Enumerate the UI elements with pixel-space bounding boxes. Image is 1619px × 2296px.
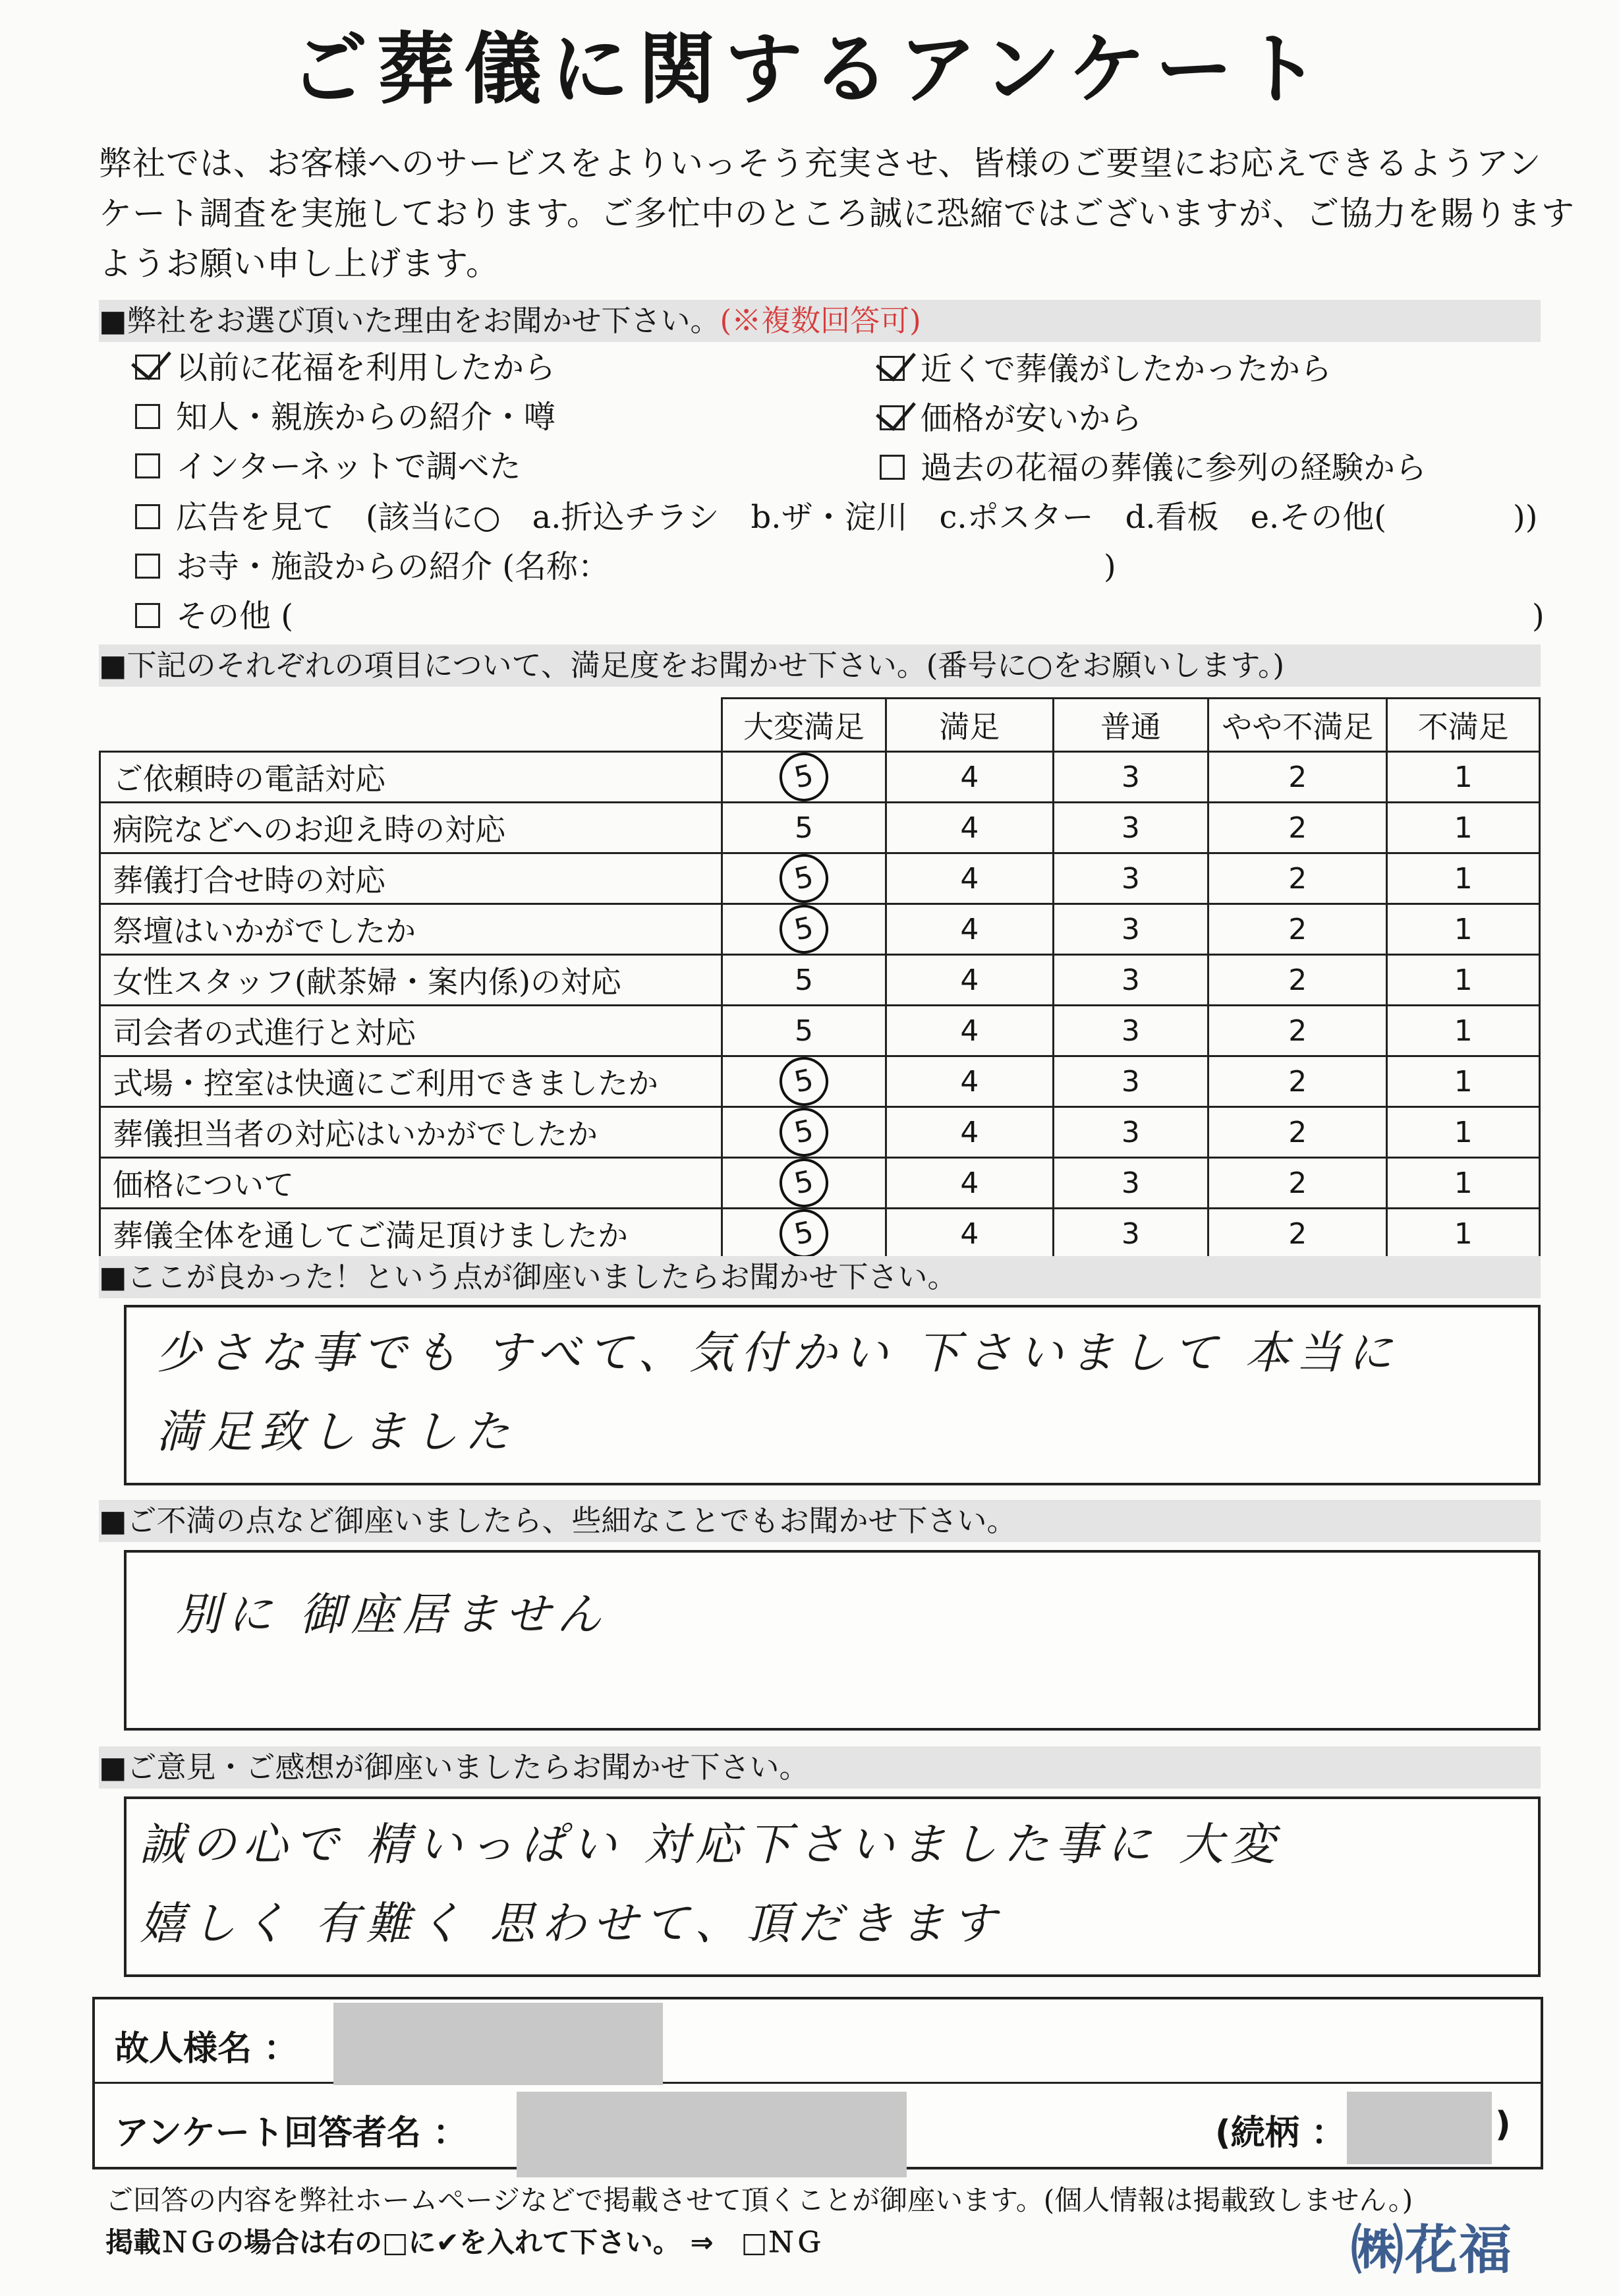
reason-option-past-attendance[interactable]: [880, 448, 1427, 488]
option-label: 価格が安いから: [921, 400, 1143, 437]
column-header: 大変満足: [722, 699, 886, 752]
intro-paragraph: [99, 138, 1575, 289]
reason-option-internet[interactable]: [135, 447, 521, 486]
intro-line: ようお願い申し上げます。: [99, 244, 499, 283]
satisfaction-table: [99, 697, 1541, 1260]
score-value: 4: [960, 811, 979, 845]
score-value: 4: [960, 1014, 979, 1048]
score-option[interactable]: [1208, 1006, 1387, 1056]
score-value: 2: [1288, 811, 1307, 845]
score-option[interactable]: [1053, 803, 1208, 853]
score-value: 2: [1288, 760, 1307, 794]
handwritten-line: 少さな事でも すべて、気付かい 下さいまして 本当に: [156, 1327, 1400, 1379]
survey-item-label: ご依頼時の電話対応: [100, 752, 722, 803]
redacted-deceased-name: [333, 2003, 663, 2085]
score-value: 4: [960, 1064, 979, 1099]
score-value: 3: [1121, 912, 1140, 946]
score-option[interactable]: [1387, 1158, 1540, 1209]
score-value: 2: [1288, 963, 1307, 997]
section-heading-text: ■ご意見・ご感想が御座いましたらお聞かせ下さい。: [99, 1750, 809, 1785]
score-option[interactable]: [722, 853, 886, 904]
option-label: その他 (: [176, 598, 293, 635]
score-value: 1: [1454, 861, 1473, 896]
score-value: 4: [960, 963, 979, 997]
good-points-answer-box[interactable]: [124, 1305, 1541, 1485]
table-header-row: [100, 699, 1540, 752]
survey-item-label: 式場・控室は快適にご利用できましたか: [100, 1056, 722, 1107]
option-label: 過去の花福の葬儀に参列の経験から: [921, 449, 1427, 486]
checkbox[interactable]: [135, 603, 160, 628]
deceased-name-label: 故人様名 ：: [115, 2029, 298, 2069]
circled-score: 5: [775, 748, 833, 806]
section-heading-satisfaction: [99, 645, 1541, 687]
score-option[interactable]: [722, 1107, 886, 1158]
score-option[interactable]: [886, 1107, 1053, 1158]
score-value: 1: [1454, 1166, 1473, 1200]
reason-option-other[interactable]: [135, 596, 293, 636]
score-option[interactable]: [886, 1056, 1053, 1107]
score-value: 3: [1121, 1014, 1140, 1048]
reason-option-advertisement[interactable]: [135, 498, 1537, 537]
section-heading-text: ■ご不満の点など御座いましたら、些細なことでもお聞かせ下さい。: [99, 1503, 1017, 1538]
score-option[interactable]: [886, 803, 1053, 853]
option-label: 近くで葬儀がしたかったから: [921, 351, 1332, 387]
option-label: 広告を見て (該当に○ a.折込チラシ b.ザ・淀川 c.ポスター d.看板 e.その他( )): [176, 499, 1538, 536]
ng-checkbox-instruction[interactable]: 掲載ＮＧの場合は右の□に✔を入れて下さい。 ⇒ □ＮＧ: [105, 2226, 823, 2258]
score-value: 3: [1121, 760, 1140, 794]
temple-close-paren: ): [1104, 548, 1116, 585]
score-value: 2: [1288, 1115, 1307, 1149]
score-value: 1: [1454, 1115, 1473, 1149]
score-value: 1: [1454, 760, 1473, 794]
score-value: 3: [1121, 1115, 1140, 1149]
checkbox[interactable]: [135, 554, 160, 579]
score-option[interactable]: [1053, 853, 1208, 904]
table-row: [100, 1056, 1540, 1107]
other-close-paren: ): [1532, 598, 1545, 635]
handwritten-line: 別に 御座居ません: [176, 1589, 608, 1641]
score-option[interactable]: [1208, 955, 1387, 1006]
score-option[interactable]: [886, 1209, 1053, 1259]
checkbox-checked[interactable]: [135, 355, 160, 380]
multi-answer-note: (※複数回答可): [720, 303, 921, 338]
reason-option-price[interactable]: [880, 399, 1142, 438]
score-option[interactable]: [722, 803, 886, 853]
score-value: 5: [794, 1014, 813, 1048]
score-value: 4: [960, 1166, 979, 1200]
checkbox-checked[interactable]: [880, 356, 905, 381]
header-blank: [100, 699, 722, 752]
page-title: ご葬儀に関するアンケート: [290, 24, 1329, 115]
table-row: [100, 1158, 1540, 1209]
option-label: インターネットで調べた: [176, 448, 521, 485]
column-header: 満足: [886, 699, 1053, 752]
score-value: 2: [1288, 1014, 1307, 1048]
option-label: お寺・施設からの紹介 (名称：: [176, 548, 610, 585]
table-row: [100, 752, 1540, 803]
table-row: [100, 955, 1540, 1006]
intro-line: ケート調査を実施しております。ご多忙中のところ誠に恐縮ではございますが、ご協力を賜ります: [99, 194, 1575, 233]
respondent-info-box: [92, 1997, 1543, 2169]
score-value: 2: [1288, 1064, 1307, 1099]
company-logo: ㈱花福: [1351, 2220, 1513, 2281]
score-value: 5: [794, 811, 813, 845]
reason-option-nearby[interactable]: [880, 349, 1332, 389]
score-option[interactable]: [1387, 955, 1540, 1006]
score-option[interactable]: [886, 1158, 1053, 1209]
score-option[interactable]: [722, 955, 886, 1006]
score-option[interactable]: [722, 904, 886, 955]
score-option[interactable]: [1208, 1107, 1387, 1158]
score-value: 1: [1454, 1064, 1473, 1099]
handwritten-answer: [176, 1576, 608, 1655]
score-option[interactable]: [1387, 1107, 1540, 1158]
score-option[interactable]: [1208, 803, 1387, 853]
score-value: 1: [1454, 963, 1473, 997]
score-option[interactable]: [1208, 1209, 1387, 1259]
score-value: 4: [960, 1217, 979, 1251]
handwritten-answer: [140, 1806, 1282, 1964]
score-option[interactable]: [1387, 752, 1540, 803]
table-row: [100, 803, 1540, 853]
info-divider: [95, 2082, 1541, 2084]
circled-score: 5: [775, 1205, 833, 1263]
handwritten-line: 誠の心で 精いっぱい 対応下さいました事に 大変: [140, 1819, 1282, 1871]
score-value: 2: [1288, 861, 1307, 896]
circled-score: 5: [775, 900, 833, 958]
survey-item-label: 女性スタッフ(献茶婦・案内係)の対応: [100, 955, 722, 1006]
checkbox[interactable]: [135, 404, 160, 429]
reason-option-previous-use[interactable]: [135, 348, 555, 387]
score-option[interactable]: [1208, 853, 1387, 904]
checkbox[interactable]: [880, 455, 905, 480]
relation-label: (続柄 ：: [1215, 2113, 1346, 2153]
score-option[interactable]: [722, 1158, 886, 1209]
score-value: 3: [1121, 861, 1140, 896]
score-option[interactable]: [886, 955, 1053, 1006]
score-option[interactable]: [722, 752, 886, 803]
score-value: 2: [1288, 1217, 1307, 1251]
score-option[interactable]: [886, 752, 1053, 803]
score-value: 4: [960, 1115, 979, 1149]
score-option[interactable]: [1208, 1056, 1387, 1107]
score-option[interactable]: [722, 1209, 886, 1259]
column-header: やや不満足: [1208, 699, 1387, 752]
option-label: 以前に花福を利用したから: [176, 349, 556, 386]
survey-item-label: 病院などへのお迎え時の対応: [100, 803, 722, 853]
score-option[interactable]: [1387, 803, 1540, 853]
survey-item-label: 司会者の式進行と対応: [100, 1006, 722, 1056]
score-value: 2: [1288, 912, 1307, 946]
score-value: 4: [960, 912, 979, 946]
column-header: 普通: [1053, 699, 1208, 752]
score-option[interactable]: [886, 853, 1053, 904]
opinions-answer-box[interactable]: [124, 1796, 1541, 1977]
score-value: 3: [1121, 1064, 1140, 1099]
section-heading-reasons: [99, 300, 1541, 342]
table-row: [100, 853, 1540, 904]
relation-close-paren: ): [1495, 2105, 1511, 2144]
score-value: 1: [1454, 1014, 1473, 1048]
score-value: 1: [1454, 1217, 1473, 1251]
score-value: 3: [1121, 811, 1140, 845]
table-row: [100, 1006, 1540, 1056]
score-value: 1: [1454, 811, 1473, 845]
survey-item-label: 葬儀担当者の対応はいかがでしたか: [100, 1107, 722, 1158]
score-option[interactable]: [1053, 1056, 1208, 1107]
score-option[interactable]: [886, 1006, 1053, 1056]
score-option[interactable]: [722, 1056, 886, 1107]
checkbox[interactable]: [135, 453, 160, 478]
column-header: 不満足: [1387, 699, 1540, 752]
section-heading-opinions: [99, 1746, 1541, 1789]
score-option[interactable]: [1208, 1158, 1387, 1209]
respondent-name-label: アンケート回答者名 ：: [115, 2113, 467, 2153]
intro-line: 弊社では、お客様へのサービスをよりいっそう充実させ、皆様のご要望にお応えできるようアン: [99, 144, 1542, 183]
survey-item-label: 葬儀打合せ時の対応: [100, 853, 722, 904]
section-heading-text: ■弊社をお選び頂いた理由をお聞かせ下さい。: [99, 303, 720, 338]
score-value: 2: [1288, 1166, 1307, 1200]
checkbox[interactable]: [135, 504, 160, 529]
checkbox-checked[interactable]: [880, 405, 905, 430]
score-option[interactable]: [1387, 1209, 1540, 1259]
score-value: 4: [960, 760, 979, 794]
score-value: 1: [1454, 912, 1473, 946]
score-option[interactable]: [1053, 1158, 1208, 1209]
option-label: 知人・親族からの紹介・噂: [176, 399, 556, 436]
reason-option-referral[interactable]: [135, 397, 555, 437]
score-value: 3: [1121, 963, 1140, 997]
score-option[interactable]: [886, 904, 1053, 955]
table-row: [100, 1209, 1540, 1259]
table-row: [100, 1107, 1540, 1158]
section-heading-text: ■下記のそれぞれの項目について、満足度をお聞かせ下さい。(番号に○をお願いします。): [99, 648, 1284, 683]
complaints-answer-box[interactable]: [124, 1550, 1541, 1731]
score-option[interactable]: [1387, 1056, 1540, 1107]
circled-score: 5: [775, 1103, 833, 1161]
survey-item-label: 葬儀全体を通してご満足頂けましたか: [100, 1209, 722, 1259]
score-option[interactable]: [1053, 1107, 1208, 1158]
score-option[interactable]: [1387, 853, 1540, 904]
score-option[interactable]: [1053, 904, 1208, 955]
handwritten-line: 満足致しました: [156, 1406, 517, 1458]
section-heading-text: ■ここが良かった！という点が御座いましたらお聞かせ下さい。: [99, 1259, 957, 1294]
survey-item-label: 祭壇はいかがでしたか: [100, 904, 722, 955]
survey-item-label: 価格について: [100, 1158, 722, 1209]
table-row: [100, 904, 1540, 955]
section-heading-good-points: [99, 1256, 1541, 1298]
score-option[interactable]: [1208, 904, 1387, 955]
score-option[interactable]: [1208, 752, 1387, 803]
score-option[interactable]: [1053, 955, 1208, 1006]
score-value: 3: [1121, 1166, 1140, 1200]
reason-option-temple[interactable]: [135, 547, 610, 587]
circled-score: 5: [775, 1154, 833, 1212]
satisfaction-table-body: [100, 752, 1540, 1259]
score-value: 5: [794, 963, 813, 997]
redacted-respondent-name: [517, 2092, 907, 2177]
score-option[interactable]: [1053, 1209, 1208, 1259]
score-option[interactable]: [1387, 1006, 1540, 1056]
section-heading-complaints: [99, 1500, 1541, 1542]
score-option[interactable]: [722, 1006, 886, 1056]
redacted-relation: [1347, 2092, 1492, 2164]
circled-score: 5: [775, 849, 833, 907]
score-value: 3: [1121, 1217, 1140, 1251]
handwritten-answer: [156, 1314, 1399, 1472]
score-option[interactable]: [1053, 752, 1208, 803]
publication-notice: ご回答の内容を弊社ホームページなどで掲載させて頂くことが御座います。(個人情報は掲載致しません。): [105, 2184, 1413, 2216]
circled-score: 5: [775, 1052, 833, 1110]
handwritten-line: 嬉しく 有難く 思わせて、頂だきます: [140, 1898, 1003, 1950]
score-option[interactable]: [1387, 904, 1540, 955]
score-option[interactable]: [1053, 1006, 1208, 1056]
score-value: 4: [960, 861, 979, 896]
